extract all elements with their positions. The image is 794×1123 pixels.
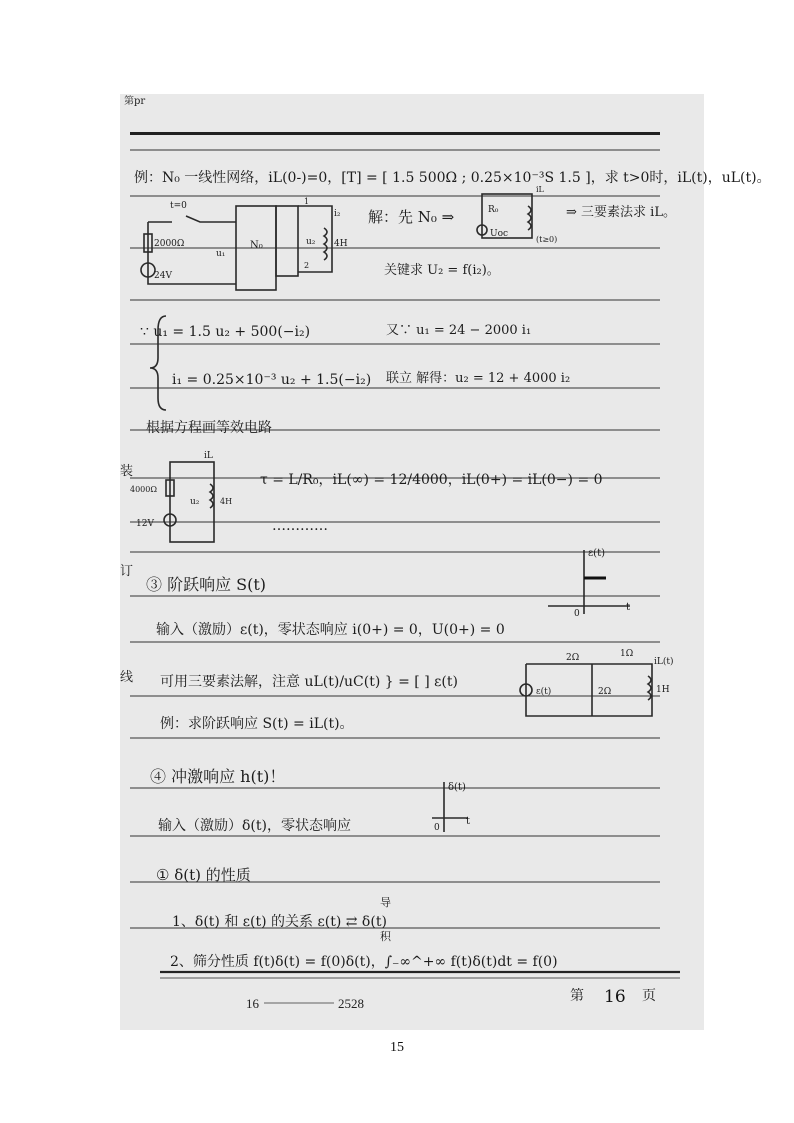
line-tau: τ = L/R₀，iL(∞) = 12/4000，iL(0+) = iL(0−) = 0 (260, 472, 603, 488)
page-number: 15 (390, 1040, 404, 1055)
footer-serial-right: 2528 (338, 996, 364, 1011)
svg-text:2000Ω: 2000Ω (154, 239, 185, 249)
svg-text:ε(t): ε(t) (588, 548, 606, 559)
svg-text:t: t (466, 816, 471, 827)
svg-text:i₂: i₂ (334, 209, 341, 219)
line-key-step: 关键求 U₂ = f(i₂)。 (384, 263, 500, 278)
line-three-factor-note: 可用三要素法解，注意 uL(t)/uC(t) } = [ ] ε(t) (160, 674, 458, 690)
step-graph (548, 548, 630, 619)
line-dashes: ………… (272, 518, 328, 534)
svg-text:0: 0 (434, 823, 440, 833)
svg-text:iL: iL (204, 451, 213, 461)
svg-text:4H: 4H (334, 239, 348, 249)
line-example-title: 例：N₀ 一线性网络，iL(0-)=0，[T] = [ 1.5 500Ω ; 0.25×10⁻³S 1.5 ]，求 t>0时，iL(t)，uL(t)。 (134, 170, 771, 186)
line-eq2: i₁ = 0.25×10⁻³ u₂ + 1.5(−i₂) (172, 372, 372, 388)
line-eq1: ∵ u₁ = 1.5 u₂ + 500(−i₂) (140, 324, 311, 340)
svg-text:N₀: N₀ (250, 240, 263, 251)
line-impulse-response: ④ 冲激响应 h(t)！ (150, 767, 286, 786)
circuit-thevenin (477, 185, 557, 244)
footer-page-suffix: 页 (642, 988, 656, 1004)
binding-label-ding: 订 (120, 564, 134, 579)
svg-text:u₂: u₂ (190, 497, 200, 507)
line-delta-relation: 1、δ(t) 和 ε(t) 的关系 ε(t) ⇄ δ(t) (172, 914, 387, 930)
svg-text:t: t (626, 602, 631, 613)
svg-text:u₂: u₂ (306, 237, 316, 247)
line-equivalent-circuit: 根据方程画等效电路 (146, 420, 272, 436)
impulse-graph (432, 782, 470, 833)
integral-mark: 积 (380, 930, 391, 943)
svg-text:4H: 4H (220, 497, 233, 506)
svg-text:iL(t): iL(t) (654, 657, 674, 667)
svg-text:R₀: R₀ (488, 205, 499, 215)
svg-text:0: 0 (574, 609, 580, 619)
footer-page-value: 16 (604, 987, 626, 1007)
line-impulse-input: 输入（激励）δ(t)，零状态响应 (158, 818, 351, 834)
svg-text:2Ω: 2Ω (566, 653, 580, 663)
line-eq2-right: 联立 解得：u₂ = 12 + 4000 i₂ (386, 371, 571, 386)
binding-label-xian: 线 (120, 670, 134, 685)
svg-text:4000Ω: 4000Ω (130, 485, 157, 494)
circuit-step-example (520, 649, 674, 716)
svg-text:12V: 12V (136, 519, 154, 529)
footer-page-prefix: 第 (570, 988, 584, 1004)
line-eq1-right: 又∵ u₁ = 24 − 2000 i₁ (386, 323, 532, 338)
line-three-factor: ⇒ 三要素法求 iL。 (566, 205, 676, 220)
svg-text:1H: 1H (656, 685, 670, 695)
circuit-equivalent (130, 451, 232, 542)
svg-text:2Ω: 2Ω (598, 687, 612, 697)
svg-text:2: 2 (304, 261, 310, 270)
header-mark: 第pr (124, 96, 146, 107)
derivative-mark: 导 (380, 896, 391, 909)
circuit-original (141, 197, 348, 290)
svg-text:u₁: u₁ (216, 249, 226, 259)
line-step-input: 输入（激励）ε(t)，零状态响应 i(0+) = 0，U(0+) = 0 (156, 622, 505, 638)
svg-text:Uoc: Uoc (490, 229, 509, 239)
line-step-example: 例：求阶跃响应 S(t) = iL(t)。 (160, 716, 354, 732)
line-step-response: ③ 阶跃响应 S(t) (146, 575, 267, 594)
top-heavy-rule (130, 132, 660, 135)
svg-text:iL: iL (536, 185, 544, 194)
svg-text:1Ω: 1Ω (620, 649, 634, 659)
svg-text:δ(t): δ(t) (448, 782, 466, 793)
footer-serial-left: 16 (246, 996, 259, 1011)
svg-text:ε(t): ε(t) (536, 687, 552, 697)
svg-text:24V: 24V (154, 271, 172, 281)
binding-label-zhuang: 装 (120, 464, 134, 479)
svg-text:(t≥0): (t≥0) (536, 235, 558, 244)
line-delta-properties: ① δ(t) 的性质 (156, 866, 251, 884)
svg-text:t=0: t=0 (170, 201, 187, 211)
line-sifting-property: 2、筛分性质 f(t)δ(t) = f(0)δ(t)，∫₋∞^+∞ f(t)δ(t)dt = f(0) (170, 954, 558, 970)
line-solution-start: 解：先 N₀ ⇒ (368, 208, 455, 226)
svg-text:1: 1 (304, 197, 310, 206)
